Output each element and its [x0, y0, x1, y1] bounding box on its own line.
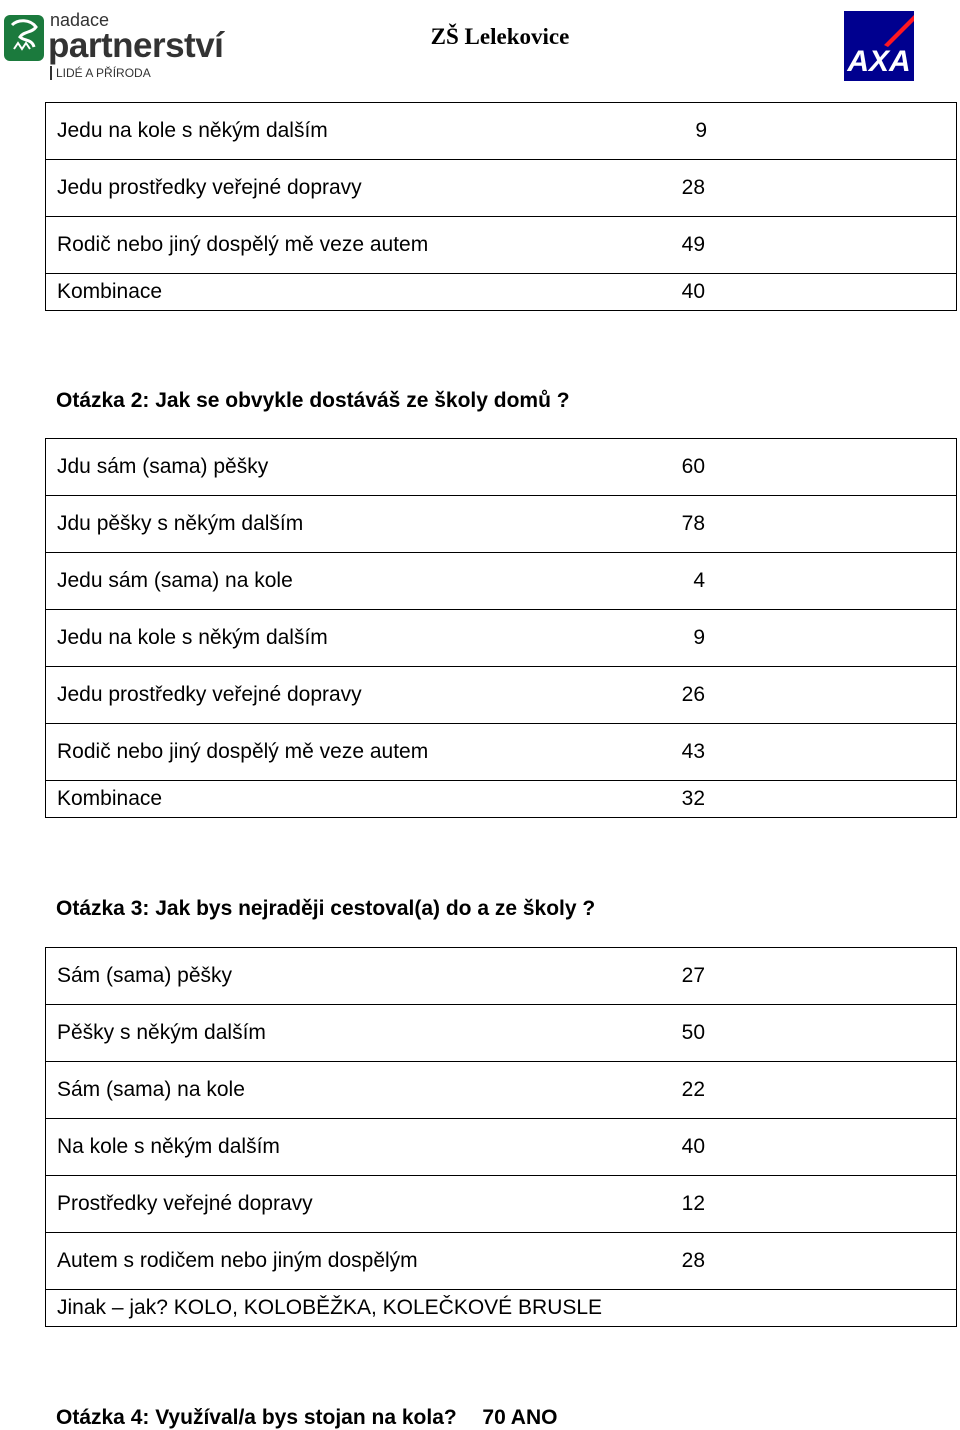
table-row — [46, 781, 957, 818]
row-label: Jdu sám (sama) pěšky — [46, 439, 682, 496]
table-row — [46, 274, 957, 311]
table-row — [46, 1176, 957, 1233]
row-value: 50 — [681, 1021, 705, 1044]
row-value: 78 — [681, 512, 705, 535]
table-row — [46, 724, 957, 781]
page-header — [0, 0, 960, 95]
row-label: Pěšky s někým dalším — [46, 1005, 682, 1062]
table-row — [46, 439, 957, 496]
question-4-answer: 70 ANO — [482, 1406, 558, 1429]
axa-logo — [844, 11, 914, 81]
nadace-partnerstvi-logo — [4, 10, 224, 84]
table-row — [46, 948, 957, 1005]
table-row — [46, 217, 957, 274]
row-label: Jedu na kole s někým dalším — [46, 610, 682, 667]
row-value: 4 — [693, 569, 705, 592]
table-row — [46, 1062, 957, 1119]
row-label: Jedu prostředky veřejné dopravy — [46, 667, 682, 724]
row-label: Autem s rodičem nebo jiným dospělým — [46, 1233, 682, 1290]
table-row — [46, 1005, 957, 1062]
row-value: 28 — [681, 1249, 705, 1272]
row-value: 22 — [681, 1078, 705, 1101]
row-label: Jinak – jak? KOLO, KOLOBĚŽKA, KOLEČKOVÉ BRUSLE — [46, 1290, 957, 1327]
question-4 — [56, 1406, 557, 1430]
question-4-title: Otázka 4: Využíval/a bys stojan na kola? — [56, 1406, 457, 1429]
table-row — [46, 553, 957, 610]
table-q2 — [45, 438, 957, 818]
svg-text:AXA: AXA — [847, 45, 911, 78]
row-label: Jedu sám (sama) na kole — [46, 553, 682, 610]
row-value: 40 — [681, 280, 705, 303]
row-value: 40 — [681, 1135, 705, 1158]
row-value: 9 — [693, 626, 705, 649]
row-value: 12 — [681, 1192, 705, 1215]
row-label: Prostředky veřejné dopravy — [46, 1176, 682, 1233]
nadace-badge-icon — [4, 15, 44, 61]
page-title: ZŠ Lelekovice — [430, 24, 570, 49]
table-row — [46, 1119, 957, 1176]
table-q1-continued — [45, 102, 957, 311]
question-3-title: Otázka 3: Jak bys nejraději cestoval(a) do a ze školy ? — [56, 897, 596, 920]
row-value: 43 — [681, 740, 705, 763]
row-value: 28 — [681, 176, 705, 199]
table-row — [46, 667, 957, 724]
table-q3 — [45, 947, 957, 1327]
row-value: 60 — [681, 455, 705, 478]
logo-line1: nadace — [50, 10, 110, 30]
row-label: Sám (sama) na kole — [46, 1062, 682, 1119]
row-label: Jdu pěšky s někým dalším — [46, 496, 682, 553]
row-value: 49 — [681, 233, 705, 256]
row-label: Kombinace — [46, 781, 682, 818]
table-row — [46, 496, 957, 553]
table-row — [46, 103, 957, 160]
row-label: Sám (sama) pěšky — [46, 948, 682, 1005]
row-value: 32 — [681, 787, 705, 810]
row-label: Rodič nebo jiný dospělý mě veze autem — [46, 724, 682, 781]
table-row — [46, 1233, 957, 1290]
table-row — [46, 160, 957, 217]
table-row — [46, 1290, 957, 1327]
row-value: 9 — [695, 119, 707, 142]
row-label: Na kole s někým dalším — [46, 1119, 682, 1176]
logo-line2: partnerství — [48, 26, 224, 65]
table-row — [46, 610, 957, 667]
row-label: Kombinace — [46, 274, 682, 311]
row-label: Jedu prostředky veřejné dopravy — [46, 160, 682, 217]
row-label: Rodič nebo jiný dospělý mě veze autem — [46, 217, 682, 274]
question-2-title: Otázka 2: Jak se obvykle dostáváš ze školy domů ? — [56, 389, 570, 412]
row-value: 27 — [681, 964, 705, 987]
row-value: 26 — [681, 683, 705, 706]
logo-tagline: LIDÉ A PŘÍRODA — [50, 66, 151, 80]
row-label: Jedu na kole s někým dalším — [46, 103, 682, 160]
